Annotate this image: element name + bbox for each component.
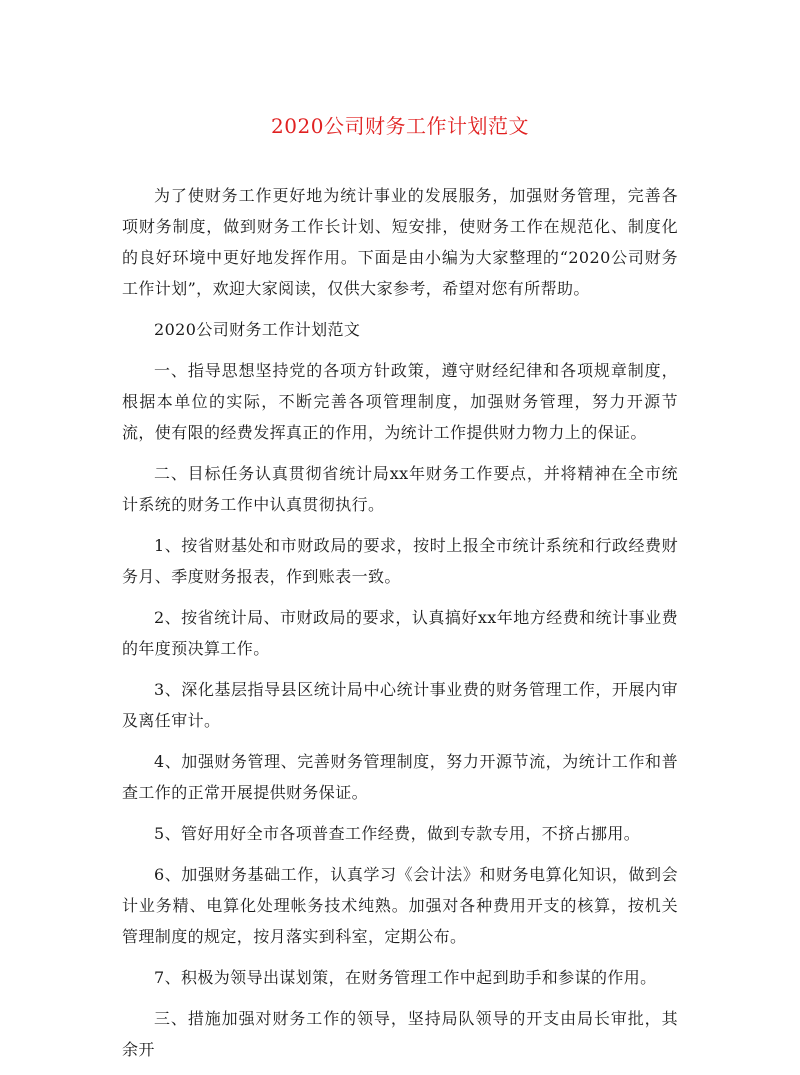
paragraph-objectives: 二、目标任务认真贯彻省统计局xx年财务工作要点，并将精神在全市统计系统的财务工作中认真贯彻执行。 <box>122 464 678 514</box>
document-title: 2020公司财务工作计划范文 <box>271 114 529 138</box>
intro-paragraph: 为了使财务工作更好地为统计事业的发展服务，加强财务管理，完善各项财务制度，做到财务工作长计划、短安排，使财务工作在规范化、制度化的良好环境中更好地发挥作用。下面是由小编为大家整理的“2020公司财务工作计划”，欢迎大家阅读，仅供大家参考，希望对您有所帮助。 <box>122 186 678 298</box>
list-item-7: 7、积极为领导出谋划策，在财务管理工作中起到助手和参谋的作用。 <box>154 968 657 987</box>
paragraph-guiding-principle: 一、指导思想坚持党的各项方针政策，遵守财经纪律和各项规章制度，根据本单位的实际，不断完善各项管理制度，加强财务管理，努力开源节流，使有限的经费发挥真正的作用，为统计工作提供财力物力上的保证。 <box>122 361 678 442</box>
list-item-2: 2、按省统计局、市财政局的要求，认真搞好xx年地方经费和统计事业费的年度预决算工作。 <box>122 608 678 658</box>
document-body <box>122 180 678 1075</box>
list-item-6: 6、加强财务基础工作，认真学习《会计法》和财务电算化知识，做到会计业务精、电算化处理帐务技术纯熟。加强对各种费用开支的核算，按机关管理制度的规定，按月落实到科室，定期公布。 <box>122 865 678 946</box>
paragraph-measures: 三、措施加强对财务工作的领导，坚持局队领导的开支由局长审批，其余开 <box>122 1009 678 1059</box>
list-item-5: 5、管好用好全市各项普查工作经费，做到专款专用，不挤占挪用。 <box>154 824 641 843</box>
list-item-3: 3、深化基层指导县区统计局中心统计事业费的财务管理工作，开展内审及离任审计。 <box>122 680 678 730</box>
section-heading: 2020公司财务工作计划范文 <box>154 320 361 339</box>
list-item-1: 1、按省财基处和市财政局的要求，按时上报全市统计系统和行政经费财务月、季度财务报表，作到账表一致。 <box>122 536 678 586</box>
list-item-4: 4、加强财务管理、完善财务管理制度，努力开源节流，为统计工作和普查工作的正常开展提供财务保证。 <box>122 752 678 802</box>
